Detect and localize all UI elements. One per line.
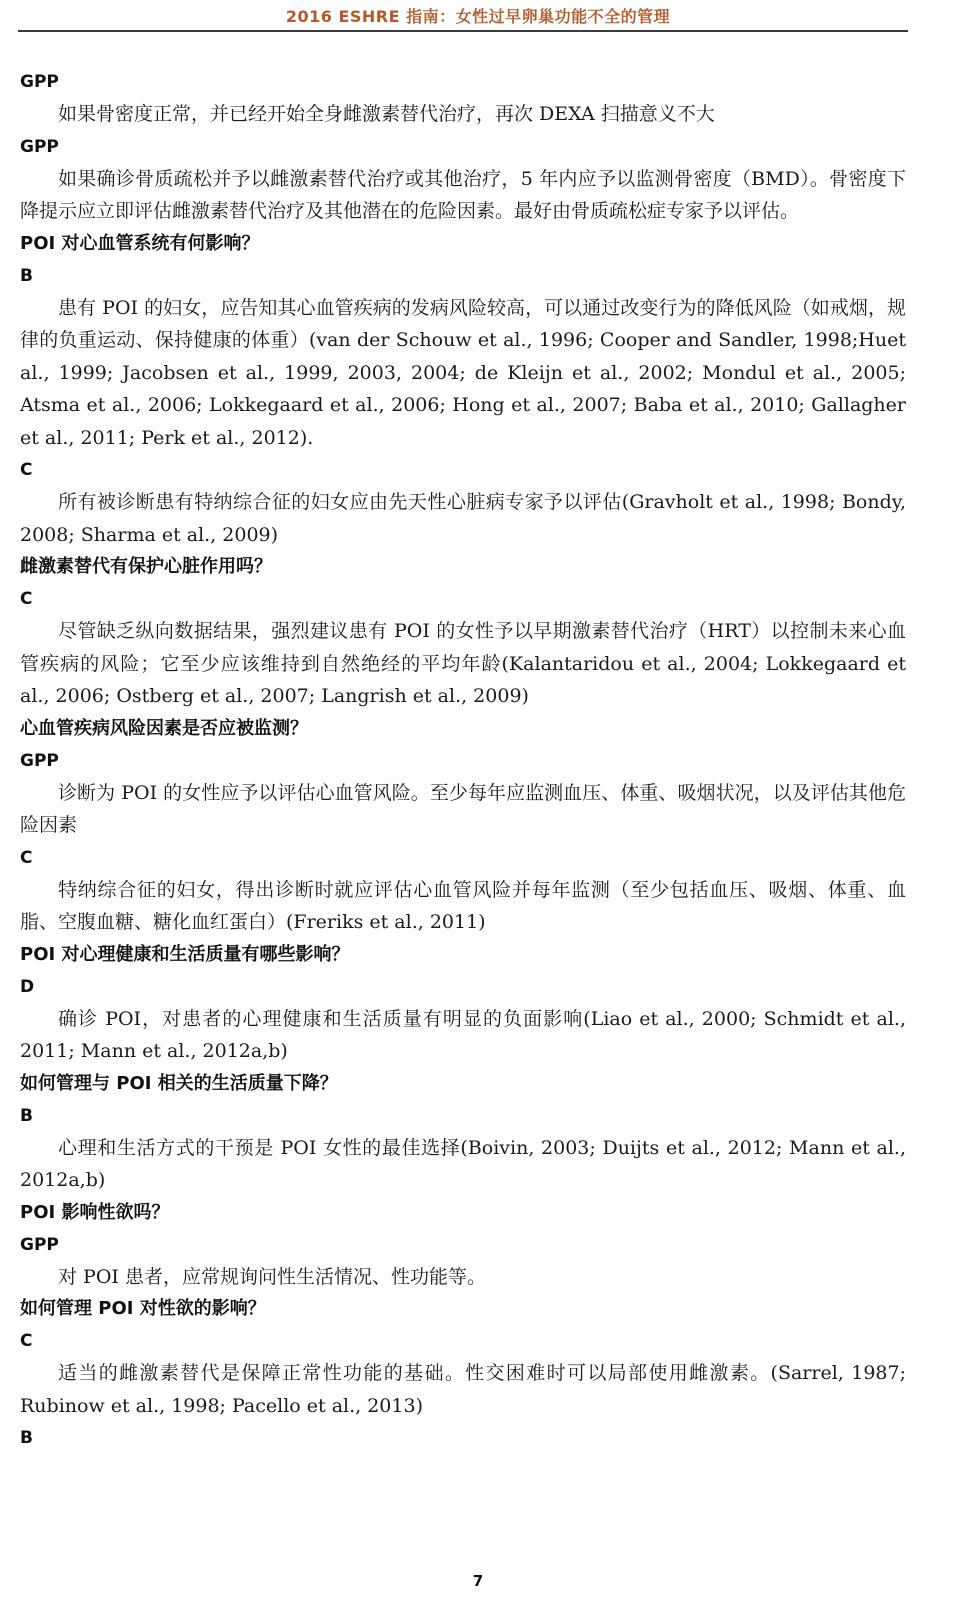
section-question: 心血管疾病风险因素是否应被监测？ (20, 717, 308, 739)
document-body (20, 66, 906, 1454)
section-question: 如何管理与 POI 相关的生活质量下降？ (20, 1072, 338, 1094)
evidence-grade: B (20, 265, 33, 286)
evidence-grade: GPP (20, 750, 59, 771)
recommendation-text: 如果确诊骨质疏松并予以雌激素替代治疗或其他治疗，5 年内应予以监测骨密度（BMD）。骨密度下降提示应立即评估雌激素替代治疗及其他潜在的危险因素。最好由骨质疏松症专家予以评估。 (20, 167, 906, 222)
evidence-grade: GPP (20, 1234, 59, 1255)
evidence-grade: B (20, 1428, 33, 1448)
recommendation-text: 尽管缺乏纵向数据结果，强烈建议患有 POI 的女性予以早期激素替代治疗（HRT）以控制未来心血管疾病的风险；它至少应该维持到自然绝经的平均年龄(Kalantaridou et al., 2004; Lokkegaard et al., 2006; Ostberg et al., 2007; Langrish et al., 2009) (20, 620, 906, 707)
section-question: POI 对心理健康和生活质量有哪些影响？ (20, 943, 350, 965)
evidence-grade: C (20, 460, 33, 480)
evidence-grade: C (20, 847, 33, 868)
section-question: 如何管理 POI 对性欲的影响？ (20, 1298, 266, 1319)
recommendation-text: 如果骨密度正常，并已经开始全身雌激素替代治疗，再次 DEXA 扫描意义不大 (58, 103, 715, 125)
evidence-grade: B (20, 1105, 33, 1126)
recommendation-text: 适当的雌激素替代是保障正常性功能的基础。性交困难时可以局部使用雌激素。(Sarrel, 1987; Rubinow et al., 1998; Pacello et al., 2013) (20, 1362, 906, 1417)
section-question: 雌激素替代有保护心脏作用吗？ (20, 556, 272, 577)
page-number: 7 (472, 1572, 484, 1590)
section-question: POI 对心血管系统有何影响？ (20, 232, 260, 254)
running-header: 2016 ESHRE 指南：女性过早卵巢功能不全的管理 (285, 7, 671, 26)
evidence-grade: C (20, 1331, 33, 1351)
evidence-grade: D (20, 976, 35, 997)
recommendation-text: 所有被诊断患有特纳综合征的妇女应由先天性心脏病专家予以评估(Gravholt et al., 1998; Bondy, 2008; Sharma et al., 2009) (20, 491, 906, 546)
recommendation-text: 对 POI 患者，应常规询问性生活情况、性功能等。 (58, 1265, 486, 1288)
recommendation-text: 特纳综合征的妇女，得出诊断时就应评估心血管风险并每年监测（至少包括血压、吸烟、体重、血脂、空腹血糖、糖化血红蛋白）(Freriks et al., 2011) (20, 878, 906, 933)
recommendation-text: 心理和生活方式的干预是 POI 女性的最佳选择(Boivin, 2003; Duijts et al., 2012; Mann et al., 2012a,b) (20, 1136, 906, 1191)
header-divider (18, 30, 908, 32)
evidence-grade: GPP (20, 136, 59, 157)
recommendation-text: 诊断为 POI 的女性应予以评估心血管风险。至少每年应监测血压、体重、吸烟状况，以及评估其他危险因素 (20, 781, 906, 836)
recommendation-text: 患有 POI 的妇女，应告知其心血管疾病的发病风险较高，可以通过改变行为的降低风险（如戒烟，规律的负重运动、保持健康的体重）(van der Schouw et al., 1996; Cooper and Sandler, 1998;Huet al., 1999; Jacobsen et al., 1999, 2003, 2004; de Kleijn et al., 2002; Mondul et al., 2005; Atsma et al., 2006; Lokkegaard et al., 2006; Hong et al., 2007; Baba et al., 2010; Gallagher et al., 2011; Perk et al., 2012). (20, 296, 906, 449)
evidence-grade: C (20, 589, 33, 609)
recommendation-text: 确诊 POI，对患者的心理健康和生活质量有明显的负面影响(Liao et al., 2000; Schmidt et al., 2011; Mann et al., 2012a,b) (20, 1007, 906, 1062)
evidence-grade: GPP (20, 72, 59, 92)
section-question: POI 影响性欲吗？ (20, 1201, 170, 1223)
